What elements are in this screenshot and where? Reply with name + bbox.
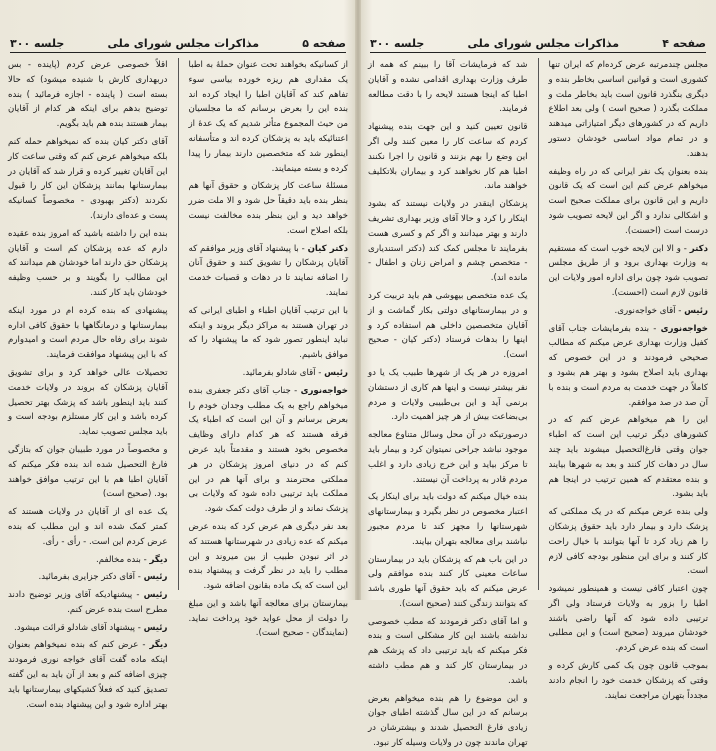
paragraph <box>549 582 709 656</box>
speaker-name: دکتر کیان <box>307 243 348 254</box>
paragraph <box>8 443 168 502</box>
session-number: جلسه ۳۰۰ <box>370 36 425 50</box>
paragraph: دکتر کیان - با پیشنهاد آقای وزیر موافقم که آقایان پزشکان را تشویق کنند و حقوق آنان را اضافه نمایند تا در دهات و قصبات خدمت نمایند. <box>188 243 348 298</box>
paragraph: دکتر - و الا این لایحه خوب است که مستقیم به وزارت بهداری برود و از طریق مجلس تصویب شود چون برای اداره امور ولایات این قانون لازم است (احسنت). <box>548 243 708 298</box>
paragraph-text: بنده بفرمایشات جناب آقای کفیل وزارت بهداری عرض میکنم که مطالب صحیحی فرمودند و در این خصوص که بهداری باید اصلاح بشود و بهتر هم بشود و کاملاً در جهت خدمت به مردم است و بنده با آن صد در صد موافقم. <box>548 323 708 408</box>
paragraph-text: بیمارستان برای معالجه آنها باشد و این مبلغ را دولت از محل عواید خود پرداخت نماید. (نمایندگان - صحیح است). <box>188 598 348 639</box>
paragraph <box>8 505 168 549</box>
paragraph: دیگر - بنده مخالفم. <box>96 554 168 565</box>
paragraph <box>549 659 709 703</box>
page-number: صفحه ۴ <box>662 36 706 50</box>
paragraph-text: یک عده ای از آقایان در ولایات هستند که کمتر کمک شده اند و این مطلب که بنده عرض کردم این است. - رأی - رأی. <box>8 507 168 547</box>
paragraph-text: آقای خواجه‌نوری. <box>614 305 676 316</box>
paragraph-text: بنده این را داشته باشید که امروز بنده عقیده دارم که عده پزشکان کم است و آقایان پزشکان حق دارند اما خودشان هم میدانند که این مطالب را بگویند و بر حسب وظیفه خودشان باید کار کنند. <box>8 228 168 298</box>
paragraph-text: در این باب هم که پزشکان باید در بیمارستان ساعات معینی کار کنند بنده موافقم ولی عرض میکنم که باید حقوق آنها طوری باشد که بتوانند زندگی کنند (صحیح است). <box>368 554 528 609</box>
running-head <box>10 34 346 53</box>
paragraph <box>549 413 709 502</box>
publication-title: مذاکرات مجلس شورای ملی <box>467 36 620 50</box>
paragraph <box>189 58 349 176</box>
paragraph-text: آقای شادلو بفرمائید. <box>242 367 316 378</box>
paragraph-text: آقای دکتر جزایری بفرمائید. <box>38 572 136 583</box>
paragraph-text: قانون تعیین کنید و این جهت بنده پیشنهاد کردم که ساعت کار را معین کنند ولی اگر این وضع را بهم بزنند و قانون را اجرا نکنند اطبا هم کار نخواهند کرد و بیماران بلاتکلیف خواهند ماند. <box>368 122 528 192</box>
session-number: جلسه ۳۰۰ <box>10 36 65 50</box>
speaker-name: رئیس <box>143 572 168 583</box>
paragraph-text: تحصیلات عالی خواهد کرد و برای تشویق آقایان پزشکان که بروند در ولایات خدمت کنند باید اینطور باشد که پزشک بهتر تحصیل کرده باشد و این کار مستلزم بودجه است و باید مجلس تصویب نماید. <box>8 367 168 438</box>
paragraph <box>8 58 168 132</box>
paragraph-text: آقای دکتر کیان بنده که نمیخواهم حمله کنم بلکه میخواهم عرض کنم که وقتی ساعت کار این آقایان تغییر کرده و قرار شد که آقایان در بیمارستانها بمانند پزشکان این کار را قبول نکردند (دکتر بهبودی - مخصوصاً کسانیکه پست و عده‌ای دارند). <box>8 136 168 221</box>
page-number: صفحه ۵ <box>302 36 346 50</box>
paragraph <box>368 58 528 117</box>
paragraph <box>189 597 349 641</box>
paragraph <box>8 304 168 363</box>
paragraph-text: امروزه در هر یک از شهرها طبیب یک یا دو نفر بیشتر نیست و اینها هم کاری از دستشان برنمی آید و این بی‌طبیبی ولایات و مردم بی‌بضاعت بیش از هر چیز اهمیت دارد. <box>368 367 528 423</box>
speaker-name: دیگر <box>149 640 168 651</box>
paragraph: رئیس - پیشنهاد آقای شادلو قرائت میشود. <box>14 622 168 633</box>
paragraph-text: شد که فرمایشات آقا را ببینم که همه از طرف وزارت بهداری اقدامی نشده و آقایان اطبا که اینجا هستند لایحه را با دقت مطالعه فرمایند. <box>368 60 528 115</box>
paragraph-text: بعد نفر دیگری هم عرض کرد که بنده عرض میکنم که عده زیادی در شهرستانها هستند که در اثر نبودن طبیب از بین میروند و این مطلب را باید در نظر گرفت و پیشنهاد بنده این است که یک ماده بقانون اضافه شود. <box>188 521 348 592</box>
paragraph: خواجه‌نوری - جناب آقای دکتر جعفری بنده میخواهم راجع به یک مطلب وجدان خودم را بعرض برسانم و آن این است که اطباء یک فرقه هستند که هر کدام دارای وظایف مخصوص بخود هستند و مقدمتاً باید عرض کنم که در دنیای امروز پزشکان در هر مملکتی محترمند و برای آنها هم در این مملکت باید ترتیبی داده شود که ولایات بی پزشک نماند و از طرف دولت کمک شود. <box>188 385 348 515</box>
publication-title: مذاکرات مجلس شورای ملی <box>107 36 260 50</box>
speaker-name: رئیس <box>143 590 168 601</box>
paragraph: رئیس - آقای خواجه‌نوری. <box>614 305 708 316</box>
paragraph: رئیس - آقای دکتر جزایری بفرمائید. <box>38 572 168 583</box>
column-divider <box>178 58 179 590</box>
paragraph-text: و اما آقای دکتر فرمودند که مطب خصوصی نداشته باشند این کار مشکلی است و بنده فکر میکنم که باید ترتیبی داد که پزشک هم در بیمارستان کار کند و هم مطب داشته باشد. <box>368 616 528 686</box>
paragraph-text: بنده مخالفم. <box>96 554 141 565</box>
paragraph-text: پیشنهادیکه آقای وزیر توضیح دادند مطرح است بنده عرض کنم. <box>8 590 168 615</box>
paragraph <box>368 197 528 286</box>
paragraph-text: پزشکان اینقدر در ولایات نیستند که بشود اینکار را کرد و حالا آقای وزیر بهداری تشریف دارند و بهتر میدانند و اگر کم و کسری هست بفرمایند تا مجلس کمک کند (دکتر استندیاری - متخصص چشم و امراض زنان و اطفال - مانده اند). <box>368 199 528 284</box>
paragraph: رئیس - پیشنهادیکه آقای وزیر توضیح دادند مطرح است بنده عرض کنم. <box>8 590 168 615</box>
paragraph: رئیس - آقای شادلو بفرمائید. <box>242 367 348 378</box>
paragraph-text: ولی بنده عرض میکنم که در یک مملکتی که پزشک دارد و بیمار دارد باید حقوق پزشکان را هم زیاد کرد تا آنها بتوانند با خیال راحت کار کنند و برای این منظور بودجه کافی لازم است. <box>548 507 708 577</box>
paragraph <box>368 289 528 363</box>
paragraph-text: پیشنهاد آقای شادلو قرائت میشود. <box>14 622 136 633</box>
page-5 <box>0 0 356 710</box>
paragraph <box>549 505 709 579</box>
page-4 <box>360 0 716 749</box>
speaker-name: رئیس <box>143 622 168 633</box>
paragraph-text: بنده خیال میکنم که دولت باید برای اینکار یک اعتبار مخصوص در نظر بگیرد و بیمارستانهای شهرستانها را مجهز کند تا مردم مجبور نباشند برای معالجه بتهران بیایند. <box>368 492 528 547</box>
paragraph <box>8 227 168 301</box>
running-head <box>370 34 706 53</box>
paragraph-text: با این ترتیب آقایان اطباء و اطبای ایرانی که در تهران هستند به مراکز دیگر بروند و اینکه نباید اینطور تصور شود که ما پیشنهاد را که موافق باشیم. <box>188 305 348 361</box>
paragraph-text: و الا این لایحه خوب است که مستقیم به وزارت بهداری برود و از طریق مجلس تصویب شود چون برای اداره امور ولایات این قانون لازم است (احسنت). <box>548 243 708 298</box>
paragraph-text: و این موضوع را هم بنده میخواهم بعرض برسانم که در این سال گذشته اطبای جوان زیادی فارغ التحصیل شدند و بیشترشان در تهران ماندند چون در ولایات وسیله کار نبود. <box>368 693 528 749</box>
paragraph-text: بنده بعنوان یک نفر ایرانی که در راه وظیفه میخواهم عرض کنم این است که یک قانون داریم و این قانون برای مملکت صحیح است و اشکالی ندارد و اگر این لایحه تصویب شود درست است (احسنت). <box>548 166 708 236</box>
paragraph <box>368 120 528 194</box>
speaker-name: خواجه‌نوری <box>300 385 348 396</box>
paragraph <box>8 366 168 440</box>
paragraph <box>368 615 528 689</box>
paragraph-text: این را هم میخواهم عرض کنم که در کشورهای دیگر ترتیب این است که اطباء جوان وقتی فارغ‌التحصیل میشوند باید چند سال در دهات کار کنند و بعد به شهرها بیایند و بنده معتقدم که همین ترتیب در اینجا هم باید بشود. <box>548 415 708 500</box>
paragraph-text: از کسانیکه بخواهند تحت عنوان حملهٔ به اطبا یک مقداری هم ریزه خورده بیاسی سوء تفاهم کند که آقایان اطبا را ایجاد کرده اند بنده این را بعرض برسانم که ما مجلسیان من حیث المجموع متأثر شدیم که یک عدهٔ از اعتنائیکه باید به پزشکان کرده اند و متأسفانه اینطور شد که متخصصین دارند بیمار را پیدا کرده و بسته مینمایند. <box>188 60 348 174</box>
paragraph-text: اقلاً خصوصی عرض کردم (پاینده - بس دربهداری کارش با شنیده میشود) که حالا بسته است ( پاینده - اجازه فرمائید ) بنده توضیح بدهم برای اینکه هر کدام از آقایان بیمار هستند بنده هم باید بگویم. <box>8 60 168 130</box>
speaker-name: خواجه‌نوری <box>660 323 708 334</box>
column-right <box>548 58 709 701</box>
paragraph: دیگر - عرض کنم که بنده نمیخواهم بعنوان اینکه ماده گفت آقای خواجه نوری فرمودند چیزی اضافه کنم و بعد از آن باید به این گفته تصدیق کنید که فعلاً کشیکهای بیمارستانها باید بهتر اداره شود و این پیشنهاد بنده است. <box>8 640 168 710</box>
paragraph <box>189 304 349 363</box>
paragraph-text: مسئلهٔ ساعت کار پزشکان و حقوق آنها هم بنظر بنده باید دقیقاً حل شود و الا ملت ضرر خواهد دید و این بنظر بنده مخالفت نیست بلکه اصلاح است. <box>188 181 348 236</box>
paragraph <box>368 692 528 751</box>
paragraph <box>368 553 528 612</box>
paragraph-text: عرض کنم که بنده نمیخواهم بعنوان اینکه ماده گفت آقای خواجه نوری فرمودند چیزی اضافه کنم و بعد از آن باید به این گفته تصدیق کنید که فعلاً کشیکهای بیمارستانها باید بهتر اداره شود و این پیشنهاد بنده است. <box>8 640 168 710</box>
paragraph-text: و مخصوصاً در مورد طبیبان جوان که بتازگی فارغ التحصیل شده اند بنده فکر میکنم که آقایان اطبا هم با این ترتیب موافق خواهند بود. (صحیح است) <box>8 444 168 500</box>
paragraph: خواجه‌نوری - بنده بفرمایشات جناب آقای کفیل وزارت بهداری عرض میکنم که مطالب صحیحی فرمودند و در این خصوص که بهداری باید اصلاح بشود و بهتر هم بشود و کاملاً در جهت خدمت به مردم است و بنده با آن صد در صد موافقم. <box>548 323 708 408</box>
column-divider <box>538 58 539 590</box>
speaker-name: دکتر <box>689 243 708 254</box>
column-right <box>188 58 349 639</box>
paragraph <box>189 520 349 594</box>
paragraph <box>368 490 528 549</box>
paragraph <box>8 135 168 224</box>
speaker-name: رئیس <box>324 367 348 378</box>
column-left <box>368 58 528 749</box>
column-left <box>8 58 168 710</box>
paragraph-text: مجلس چندمرتبه عرض کرده‌ام که ایران تنها کشوری است و قوانین اساسی بخاطر بنده و دیگری بنگذرد قانون است باید بخاطر ملت و مملکت بگذرد ( صحیح است ) ولی بعد اطلاع داریم که در کشورهای دیگر امتیازاتی میدهند و در تمام مواد اساسی خودشان دستور بدهند. <box>548 60 708 159</box>
paragraph <box>549 58 709 162</box>
paragraph <box>549 165 709 239</box>
paragraph-text: درصورتیکه در آن محل وسائل متناوع معالجه موجود نباشد جراحی نمیتوان کرد و بیمار باید تا مرکز بیاید و این خرج زیادی دارد و اغلب مردم قادر به پرداخت آن نیستند. <box>368 430 528 485</box>
paragraph-text: بموجب قانون چون یک کمی کارش کرده و وقتی که پزشکان خدمت خود را انجام دادند مجدداً بتهران مراجعت نمایند. <box>548 661 708 701</box>
speaker-name: دیگر <box>149 554 168 565</box>
paragraph-text: یک عده متخصص بیهوشی هم باید تربیت کرد و در بیمارستانهای دولتی بکار گماشت و از آقایان متخصصین داخلی هم استفاده کرد و اینها را بدهات فرستاد (دکتر کیان - صحیح است). <box>368 290 528 361</box>
paragraph-text: جناب آقای دکتر جعفری بنده میخواهم راجع به یک مطلب وجدان خودم را بعرض برسانم و آن این است که اطباء یک فرقه هستند که هر کدام دارای وظایف مخصوص بخود هستند و مقدمتاً باید عرض کنم که در دنیای امروز پزشکان در هر مملکتی محترمند و برای آنها هم در این مملکت باید ترتیبی داده شود که ولایات بی پزشک نماند و از طرف دولت کمک شود. <box>188 385 348 515</box>
paragraph <box>368 366 528 425</box>
text-columns <box>8 58 348 710</box>
paragraph-text: چون اعتبار کافی نیست و همینطور نمیشود اطبا را بزور به ولایات فرستاد ولی اگر ترتیبی داده شود که آنها راضی باشند خودشان میروند (صحیح است) و این مطلبی است که بنده عرض کردم. <box>548 584 708 654</box>
text-columns <box>368 58 708 749</box>
paragraph <box>189 179 349 238</box>
paragraph-text: پیشنهادی که بنده کرده ام در مورد اینکه بیمارستانها و درمانگاهها با حقوق کافی اداره شوند برای رفاه حال مردم است و امیدوارم که با این پیشنهاد موافقت فرمایند. <box>8 305 168 361</box>
paragraph-text: با پیشنهاد آقای وزیر موافقم که آقایان پزشکان را تشویق کنند و حقوق آنان را اضافه نمایند تا در دهات و قصبات خدمت نمایند. <box>188 243 348 298</box>
speaker-name: رئیس <box>684 305 708 316</box>
paragraph <box>368 428 528 487</box>
